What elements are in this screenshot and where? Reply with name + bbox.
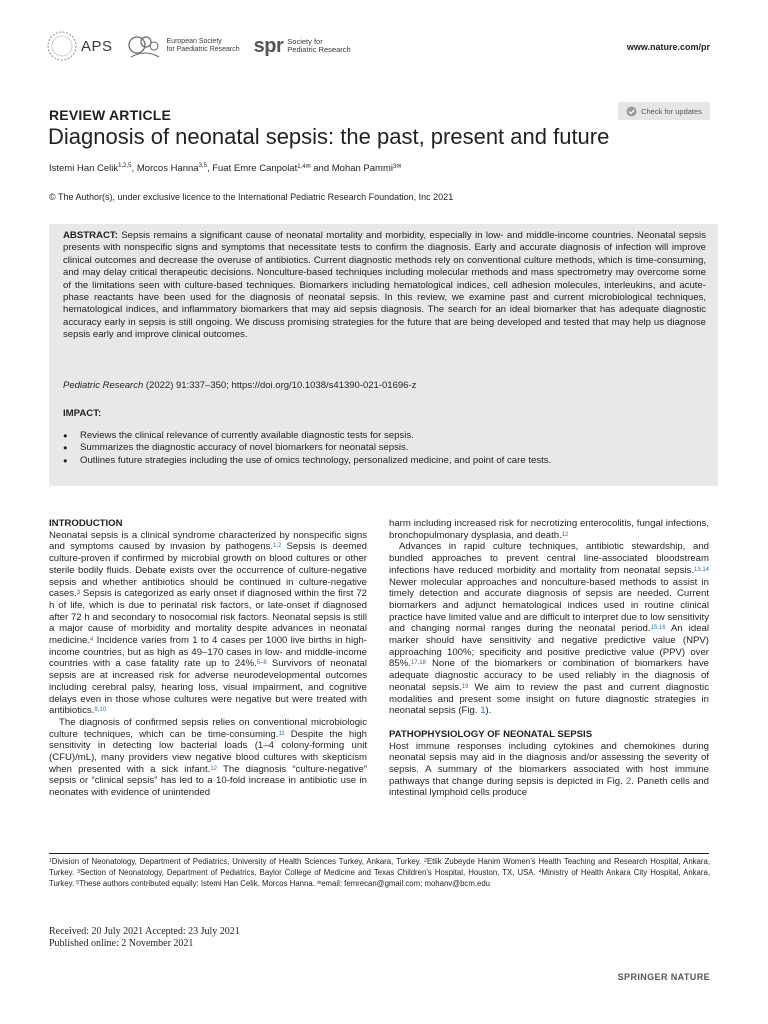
bookmark-check-icon <box>626 106 637 117</box>
spr-logo-text <box>287 38 350 55</box>
text-run: Incidence varies from 1 to 4 cases per 1000 live births in high-income countries, but as high as 49–170 cases in low- and middle-income countries with a case fatality rate up to 24%. <box>49 635 367 670</box>
author-name[interactable]: Morcos Hanna <box>136 163 199 174</box>
author-name[interactable]: Fuat Emre Canpolat <box>212 163 298 174</box>
author-affiliation: 1,4✉ <box>297 164 311 170</box>
article-type: REVIEW ARTICLE <box>49 107 172 123</box>
citation-line <box>63 380 416 391</box>
aps-seal-icon <box>46 28 78 64</box>
footnote-email[interactable]: email: femrecan@gmail.com; mohanv@bcm.edu <box>321 879 491 889</box>
footnote-text: These authors contributed equally: Istemi Han Celik, Morcos Hanna. <box>79 879 317 889</box>
reference-link[interactable]: 12 <box>561 531 569 538</box>
text-run: An ideal marker should have sensitivity and negative predictive value (NPV) approaching 100%; specificity and positive predictive value (PPV) over 85%. <box>389 623 709 670</box>
footnote-marker: ✉ <box>317 880 322 887</box>
reference-link[interactable]: 9,10 <box>94 707 107 714</box>
reference-link[interactable]: 4 <box>90 637 94 644</box>
text-run: We aim to review the past and current diagnostic modalities and present some insight on future diagnostic strategies in neonatal sepsis (Fig. <box>389 681 709 717</box>
text-run: Sepsis is categorized as early onset if diagnosed within the first 72 h of life, which is due to perinatal risk factors, or late-onset if diagnosed after 72 h and secondary to nosocomial risk factors. Neonatal sepsis is still a major cause of morbidity and mortality despite advances in neonatal medicine. <box>49 588 367 647</box>
reference-link[interactable]: 19 <box>461 683 469 690</box>
citation-details[interactable]: (2022) 91:337–350; https://doi.org/10.1038/s41390-021-01696-z <box>143 380 417 391</box>
spr-logo <box>254 35 351 58</box>
spr-line-2: Pediatric Research <box>287 45 351 54</box>
footnote-text: Ministry of Health Ankara City Hospital, Ankara, Turkey. <box>49 868 710 889</box>
text-run: Survivors of neonatal sepsis are at increased risk for adverse neurodevelopmental outcomes including cerebral palsy, hearing loss, visual impairment, and cognitive delays even in those whose cultures were negative but were treated with antibiotics. <box>49 658 367 717</box>
reference-link[interactable]: 1,2 <box>273 543 282 550</box>
reference-link[interactable]: 15,16 <box>650 625 666 632</box>
footnote-marker: 4 <box>538 869 542 876</box>
body-column-left <box>49 518 367 799</box>
published-date: Published online: 2 November 2021 <box>49 938 194 949</box>
text-run: harm including increased risk for necrotizing enterocolitis, fungal infections, bronchopulmonary dysplasia, and death. <box>389 518 709 541</box>
text-run: None of the biomarkers or combination of biomarkers have adequate diagnostic accuracy to be used reliably in the diagnosis of neonatal sepsis. <box>389 658 709 693</box>
espr-line-1: European Society <box>166 37 222 45</box>
impact-item: ● Outlines future strategies including the use of omics technology, personalized medicine, and point of care tests. <box>63 455 703 467</box>
espr-line-2: for Paediatric Research <box>166 46 240 53</box>
copyright-notice: © The Author(s), under exclusive licence to the International Pediatric Research Foundation, Inc 2021 <box>49 192 454 202</box>
footnote-marker: 5 <box>76 880 80 887</box>
text-run: ). <box>485 705 492 717</box>
espr-figures-icon <box>127 33 163 59</box>
check-for-updates-label: Check for updates <box>641 106 702 116</box>
author-name[interactable]: Istemi Han Celik <box>49 163 119 174</box>
impact-item: ● Summarizes the diagnostic accuracy of novel biomarkers for neonatal sepsis. <box>63 442 703 454</box>
espr-logo <box>127 33 240 59</box>
reference-link[interactable]: 5–8 <box>256 660 267 667</box>
section-heading-introduction: INTRODUCTION <box>49 518 123 529</box>
aps-logo <box>46 28 113 64</box>
text-run: Advances in rapid culture techniques, antibiotic stewardship, and bundled approaches to prevent central line-associated bloodstream infections have reduced morbidity and mortality from neonatal sepsis. <box>389 541 709 576</box>
text-run: . Paneth cells and intestinal lymphoid cells produce <box>389 775 709 799</box>
footnote-text: Section of Neonatology, Department of Pediatrics, Baylor College of Medicine and Texas Children’s Hospital, Houston, TX, USA. <box>79 868 539 878</box>
footnote-text: Etlik Zubeyde Hanim Women’s Health Teaching and Research Hospital, Ankara, Turkey. <box>49 857 710 878</box>
reference-link[interactable]: 13,14 <box>693 566 709 573</box>
author-list <box>49 163 401 174</box>
author-separator: and <box>310 163 332 174</box>
text-run: The diagnosis of confirmed sepsis relies on conventional microbiologic culture techniques, which can be time-consuming. <box>49 716 367 740</box>
body-paragraph <box>389 741 709 800</box>
section-heading-pathophysiology: PATHOPHYSIOLOGY OF NEONATAL SEPSIS <box>389 728 593 740</box>
check-for-updates-button[interactable] <box>618 102 710 120</box>
author-name[interactable]: Mohan Pammi <box>331 163 393 174</box>
body-paragraph <box>49 530 367 717</box>
body-paragraph <box>389 518 709 541</box>
author-affiliation: 3,5 <box>198 163 207 169</box>
aps-logo-text: APS <box>81 37 113 55</box>
text-run: Neonatal sepsis is a clinical syndrome characterized by nonspecific signs and symptoms caused by invasion by pathogens. <box>49 529 367 553</box>
society-logos <box>46 24 351 68</box>
text-run: Host immune responses including cytokines and chemokines during neonatal sepsis may aid in the diagnosis and/or assessing the severity of sepsis. A summary of the biomarkers associated with host immune pathways that change during sepsis is depicted in Fig. <box>389 740 709 787</box>
reference-link[interactable]: 17,18 <box>410 660 426 667</box>
footnote-text: Division of Neonatology, Department of Pediatrics, University of Health Sciences Turkey, Ankara, Turkey. <box>51 857 425 866</box>
text-run: The diagnosis “culture-negative” sepsis or “clinical sepsis” has led to a 10-fold increase in antibiotic use in neonates with evidence of unintended <box>49 763 367 799</box>
journal-name: Pediatric Research <box>63 380 144 391</box>
footnote-marker: 2 <box>424 858 427 864</box>
spr-line-1: Society for <box>287 36 323 46</box>
body-column-right <box>389 518 709 799</box>
reference-link[interactable]: 11 <box>278 730 285 737</box>
footnote-marker: 1 <box>49 858 52 864</box>
reference-link[interactable]: 3 <box>76 590 81 597</box>
footnote-marker: 3 <box>77 869 80 876</box>
figure-link[interactable]: 2 <box>625 775 632 787</box>
author-affiliation: 3✉ <box>393 164 402 170</box>
text-run: Sepsis is deemed culture-proven if confirmed by microbial growth on blood cultures or other sterile bodily fluids. Debate exists over the occurrence of culture-negative sepsis and whether antibiotics should be continued in culture-negative cases. <box>49 541 368 600</box>
espr-logo-text <box>167 38 240 55</box>
text-run: Newer molecular approaches and nonculture-based methods to assist in timely detection and accurate diagnosis of sepsis are needed. Current biomarkers and adjunct hematological indices used in routine clinical practice have limited value and are difficult to interpret due to low sensitivity and changing normal ranges during the neonatal period. <box>389 576 709 635</box>
received-accepted-dates: Received: 20 July 2021 Accepted: 23 July 2021 <box>49 926 240 937</box>
abstract-paragraph <box>63 230 706 342</box>
impact-item: ● Reviews the clinical relevance of currently available diagnostic tests for sepsis. <box>63 430 703 442</box>
author-separator: , <box>131 163 137 174</box>
impact-list <box>63 430 703 467</box>
spr-logo-mark: spr <box>253 34 284 57</box>
publication-dates <box>49 926 240 950</box>
abstract-text: Sepsis remains a significant cause of neonatal mortality and morbidity, especially in low- and middle-income countries. Neonatal sepsis presents with nonspecific signs and symptoms that necessitate tests to confirm the diagnosis. Early and accurate diagnosis of infection will improve clinical outcomes and decrease the overuse of antibiotics. Current diagnostic methods rely on conventional culture methods, which is time-consuming, and may delay critical therapeutic decisions. Nonculture-based techniques including molecular methods and mass spectrometry may overcome some of the limitations seen with culture-based techniques. Biomarkers including hematological indices, cell adhesion molecules, interleukins, and acute-phase reactants have been used for the diagnosis of neonatal sepsis. In this review, we examine past and current microbiological techniques, hematological indices, and inflammatory biomarkers that may aid sepsis diagnosis. The search for an ideal biomarker that has adequate diagnostic accuracy early in sepsis is still ongoing. We discuss promising strategies for the future that are being developed and tested that may help us diagnose sepsis early and improve clinical outcomes. <box>63 230 706 341</box>
figure-link[interactable]: 1 <box>480 705 486 717</box>
affiliation-footnotes <box>49 856 710 890</box>
footnote-divider <box>49 853 709 854</box>
article-title: Diagnosis of neonatal sepsis: the past, present and future <box>48 124 610 149</box>
body-paragraph <box>389 541 709 717</box>
author-separator: , <box>206 163 213 174</box>
journal-site-link[interactable]: www.nature.com/pr <box>626 42 710 52</box>
text-run: Despite the high sensitivity in detecting low bacterial loads (1–4 colony-forming unit (CFU)/mL), many providers view negative blood cultures with skepticism when presented with a sick infant. <box>49 728 367 775</box>
abstract-label: ABSTRACT: <box>63 230 118 241</box>
reference-link[interactable]: 12 <box>210 765 218 772</box>
body-paragraph <box>49 717 367 799</box>
impact-heading: IMPACT: <box>63 408 102 419</box>
publisher-logo: SPRINGER NATURE <box>617 972 710 982</box>
author-affiliation: 1,2,5 <box>118 163 132 169</box>
